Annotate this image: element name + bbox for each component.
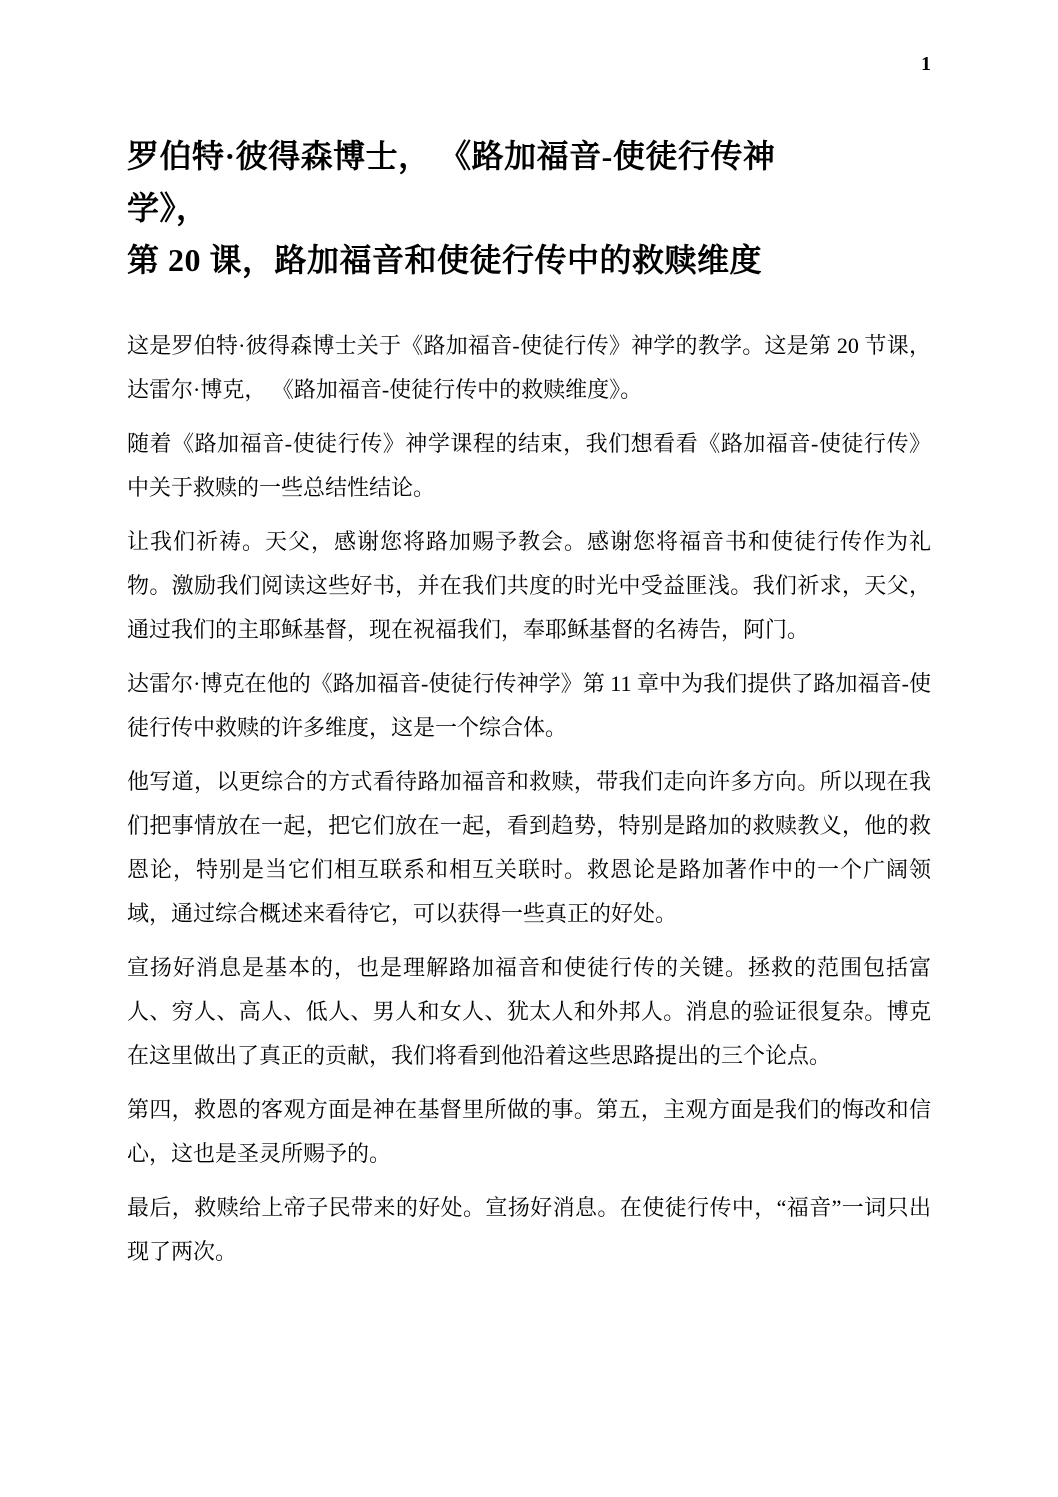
title-line: 第 20 课，路加福音和使徒行传中的救赎维度 [127, 242, 763, 278]
paragraph-soteriology: 他写道，以更综合的方式看待路加福音和救赎，带我们走向许多方向。所以现在我们把事情放在一起，把它们放在一起，看到趋势，特别是路加的救赎教义，他的救恩论，特别是当它们相互联系和相互关联时。救恩论是路加著作中的一个广阔领域，通过综合概述来看待它，可以获得一些真正的好处。 [127, 769, 931, 926]
title-line: 学》， [127, 190, 209, 226]
paragraph-objective-subjective: 第四，救恩的客观方面是神在基督里所做的事。第五，主观方面是我们的悔改和信心，这也是圣灵所赐予的。 [127, 1097, 931, 1166]
paragraph-benefits: 最后，救赎给上帝子民带来的好处。宣扬好消息。在使徒行传中，“福音”一词只出现了两次。 [127, 1195, 931, 1264]
paragraph-intro: 这是罗伯特·彼得森博士关于《路加福音-使徒行传》神学的教学。这是第 20 节课，达雷尔·博克， 《路加福音-使徒行传中的救赎维度》。 [127, 333, 931, 402]
page-number: 1 [921, 53, 931, 75]
paragraph-good-news: 宣扬好消息是基本的，也是理解路加福音和使徒行传的关键。拯救的范围包括富人、穷人、高人、低人、男人和女人、犹太人和外邦人。消息的验证很复杂。博克在这里做出了真正的贡献，我们将看到他沿着这些思路提出的三个论点。 [127, 955, 931, 1068]
document-title [127, 130, 931, 286]
document-content [127, 130, 931, 1284]
title-line: 罗伯特·彼得森博士， 《路加福音-使徒行传神 [127, 138, 776, 174]
paragraph-course-conclusion: 随着《路加福音-使徒行传》神学课程的结束，我们想看看《路加福音-使徒行传》中关于救赎的一些总结性结论。 [127, 431, 931, 500]
paragraph-prayer: 让我们祈祷。天父，感谢您将路加赐予教会。感谢您将福音书和使徒行传作为礼物。激励我们阅读这些好书，并在我们共度的时光中受益匪浅。我们祈求，天父，通过我们的主耶稣基督，现在祝福我们，奉耶稣基督的名祷告，阿门。 [127, 529, 931, 642]
paragraph-bock-chapter: 达雷尔·博克在他的《路加福音-使徒行传神学》第 11 章中为我们提供了路加福音-使徒行传中救赎的许多维度，这是一个综合体。 [127, 671, 931, 740]
